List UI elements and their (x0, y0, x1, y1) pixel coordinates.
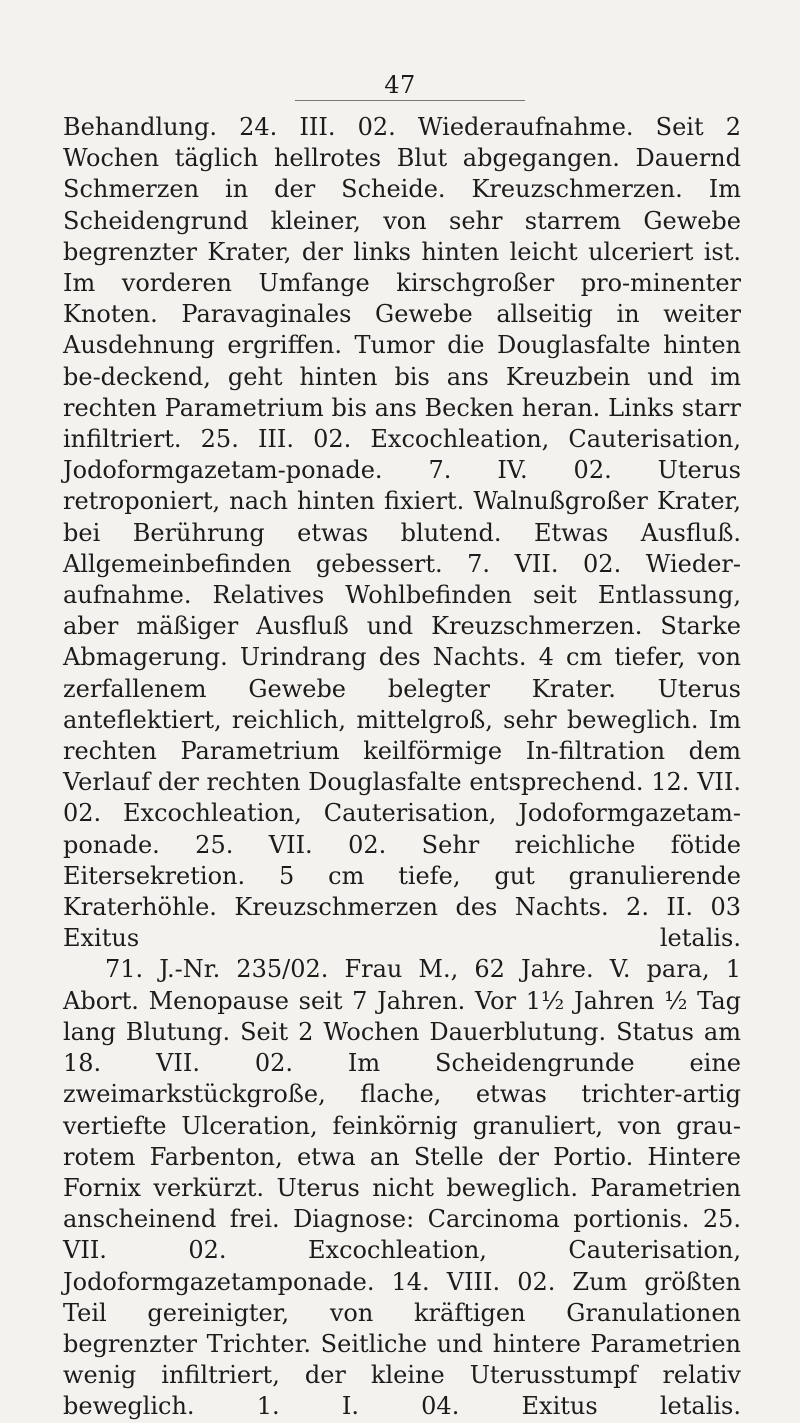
page-number: 47 (0, 70, 800, 100)
paragraph-case-70-continued: Behandlung. 24. III. 02. Wiederaufnahme. Seit 2 Wochen täglich hellrotes Blut abgegangen. Dauernd Schmerzen in der Scheide. Kreuzschmerzen. Im Scheidengrund kleiner, von sehr starrem Gewebe begrenzter Krater, der links hinten leicht ulceriert ist. Im vorderen Umfange kirschgroßer pro-minenter Knoten. Paravaginales Gewebe allseitig in weiter Ausdehnung ergriffen. Tumor die Douglasfalte hinten be-deckend, geht hinten bis ans Kreuzbein und im rechten Parametrium bis ans Becken heran. Links starr infiltriert. 25. III. 02. Excochleation, Cauterisation, Jodoformgazetam-ponade. 7. IV. 02. Uterus retroponiert, nach hinten fixiert. Walnußgroßer Krater, bei Berührung etwas blutend. Etwas Ausfluß. Allgemeinbefinden gebessert. 7. VII. 02. Wieder-aufnahme. Relatives Wohlbefinden seit Entlassung, aber mäßiger Ausfluß und Kreuzschmerzen. Starke Abmagerung. Urindrang des Nachts. 4 cm tiefer, von zerfallenem Gewebe belegter Krater. Uterus anteflektiert, reichlich, mittelgroß, sehr beweglich. Im rechten Parametrium keilförmige In-filtration dem Verlauf der rechten Douglasfalte entsprechend. 12. VII. 02. Excochleation, Cauterisation, Jodoformgazetam-ponade. 25. VII. 02. Sehr reichliche fötide Eitersekretion. 5 cm tiefe, gut granulierende Kraterhöhle. Kreuzschmerzen des Nachts. 2. II. 03 Exitus letalis. (63, 113, 741, 953)
page-body (63, 112, 741, 1423)
paragraph-case-71: 71. J.-Nr. 235/02. Frau M., 62 Jahre. V. para, 1 Abort. Menopause seit 7 Jahren. Vor 1½ Jahren ½ Tag lang Blutung. Seit 2 Wochen Dauerblutung. Status am 18. VII. 02. Im Scheidengrunde eine zweimarkstückgroße, flache, etwas trichter-artig vertiefte Ulceration, feinkörnig granuliert, von grau-rotem Farbenton, etwa an Stelle der Portio. Hintere Fornix verkürzt. Uterus nicht beweglich. Parametrien anscheinend frei. Diagnose: Carcinoma portionis. 25. VII. 02. Excochleation, Cauterisation, Jodoformgazetamponade. 14. VIII. 02. Zum größten Teil gereinigter, von kräftigen Granulationen begrenzter Trichter. Seitliche und hintere Parametrien wenig infiltriert, der kleine Uterusstumpf relativ beweglich. 1. I. 04. Exitus letalis. (63, 955, 741, 1421)
